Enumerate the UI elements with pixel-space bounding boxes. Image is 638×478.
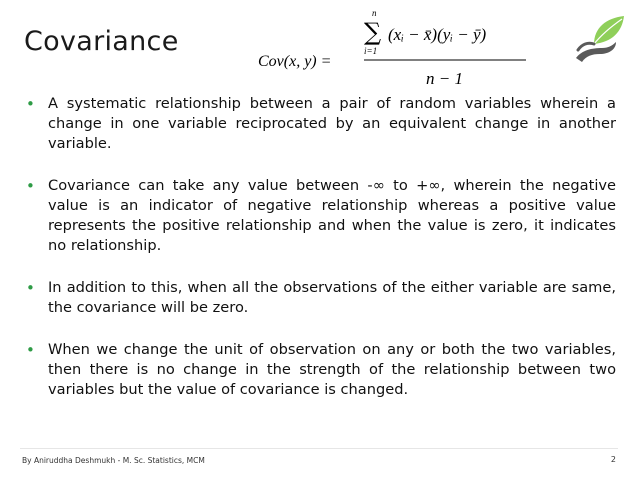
bullet-item	[24, 278, 616, 318]
formula-sum-lower: i=1	[364, 46, 378, 56]
bullet-item	[24, 176, 616, 256]
slide-title: Covariance	[24, 26, 179, 57]
bullet-dot-icon: •	[26, 95, 35, 113]
covariance-formula	[258, 4, 558, 90]
footer-author: By Aniruddha Deshmukh - M. Sc. Statistics, MCM	[22, 456, 205, 465]
bullet-text: When we change the unit of observation on any or both the two variables, then there is no change in the strength of the relationship between two variables but the value of covariance is changed.	[48, 341, 616, 398]
formula-lhs: Cov(x, y) =	[258, 53, 332, 70]
bullet-text: In addition to this, when all the observations of the either variable are same, the covariance will be zero.	[48, 279, 616, 316]
bullet-list	[24, 94, 616, 422]
formula-sigma: ∑	[364, 18, 382, 46]
bullet-item	[24, 94, 616, 154]
formula-numerator: (xᵢ − x̄)(yᵢ − ȳ)	[388, 25, 487, 44]
formula-sum-upper: n	[372, 8, 377, 18]
formula-denominator: n − 1	[426, 69, 463, 88]
bullet-item	[24, 340, 616, 400]
bullet-dot-icon: •	[26, 177, 35, 195]
footer-divider	[20, 448, 618, 449]
leaf-hand-logo	[572, 14, 628, 64]
bullet-text: A systematic relationship between a pair of random variables wherein a change in one variable reciprocated by an equivalent change in another variable.	[48, 95, 616, 152]
bullet-dot-icon: •	[26, 341, 35, 359]
page-number: 2	[610, 455, 616, 464]
bullet-dot-icon: •	[26, 279, 35, 297]
bullet-text: Covariance can take any value between -∞ to +∞, wherein the negative value is an indicator of negative relationship whereas a positive value represents the positive relationship and when the value is zero, it indicates no relationship.	[48, 177, 616, 254]
